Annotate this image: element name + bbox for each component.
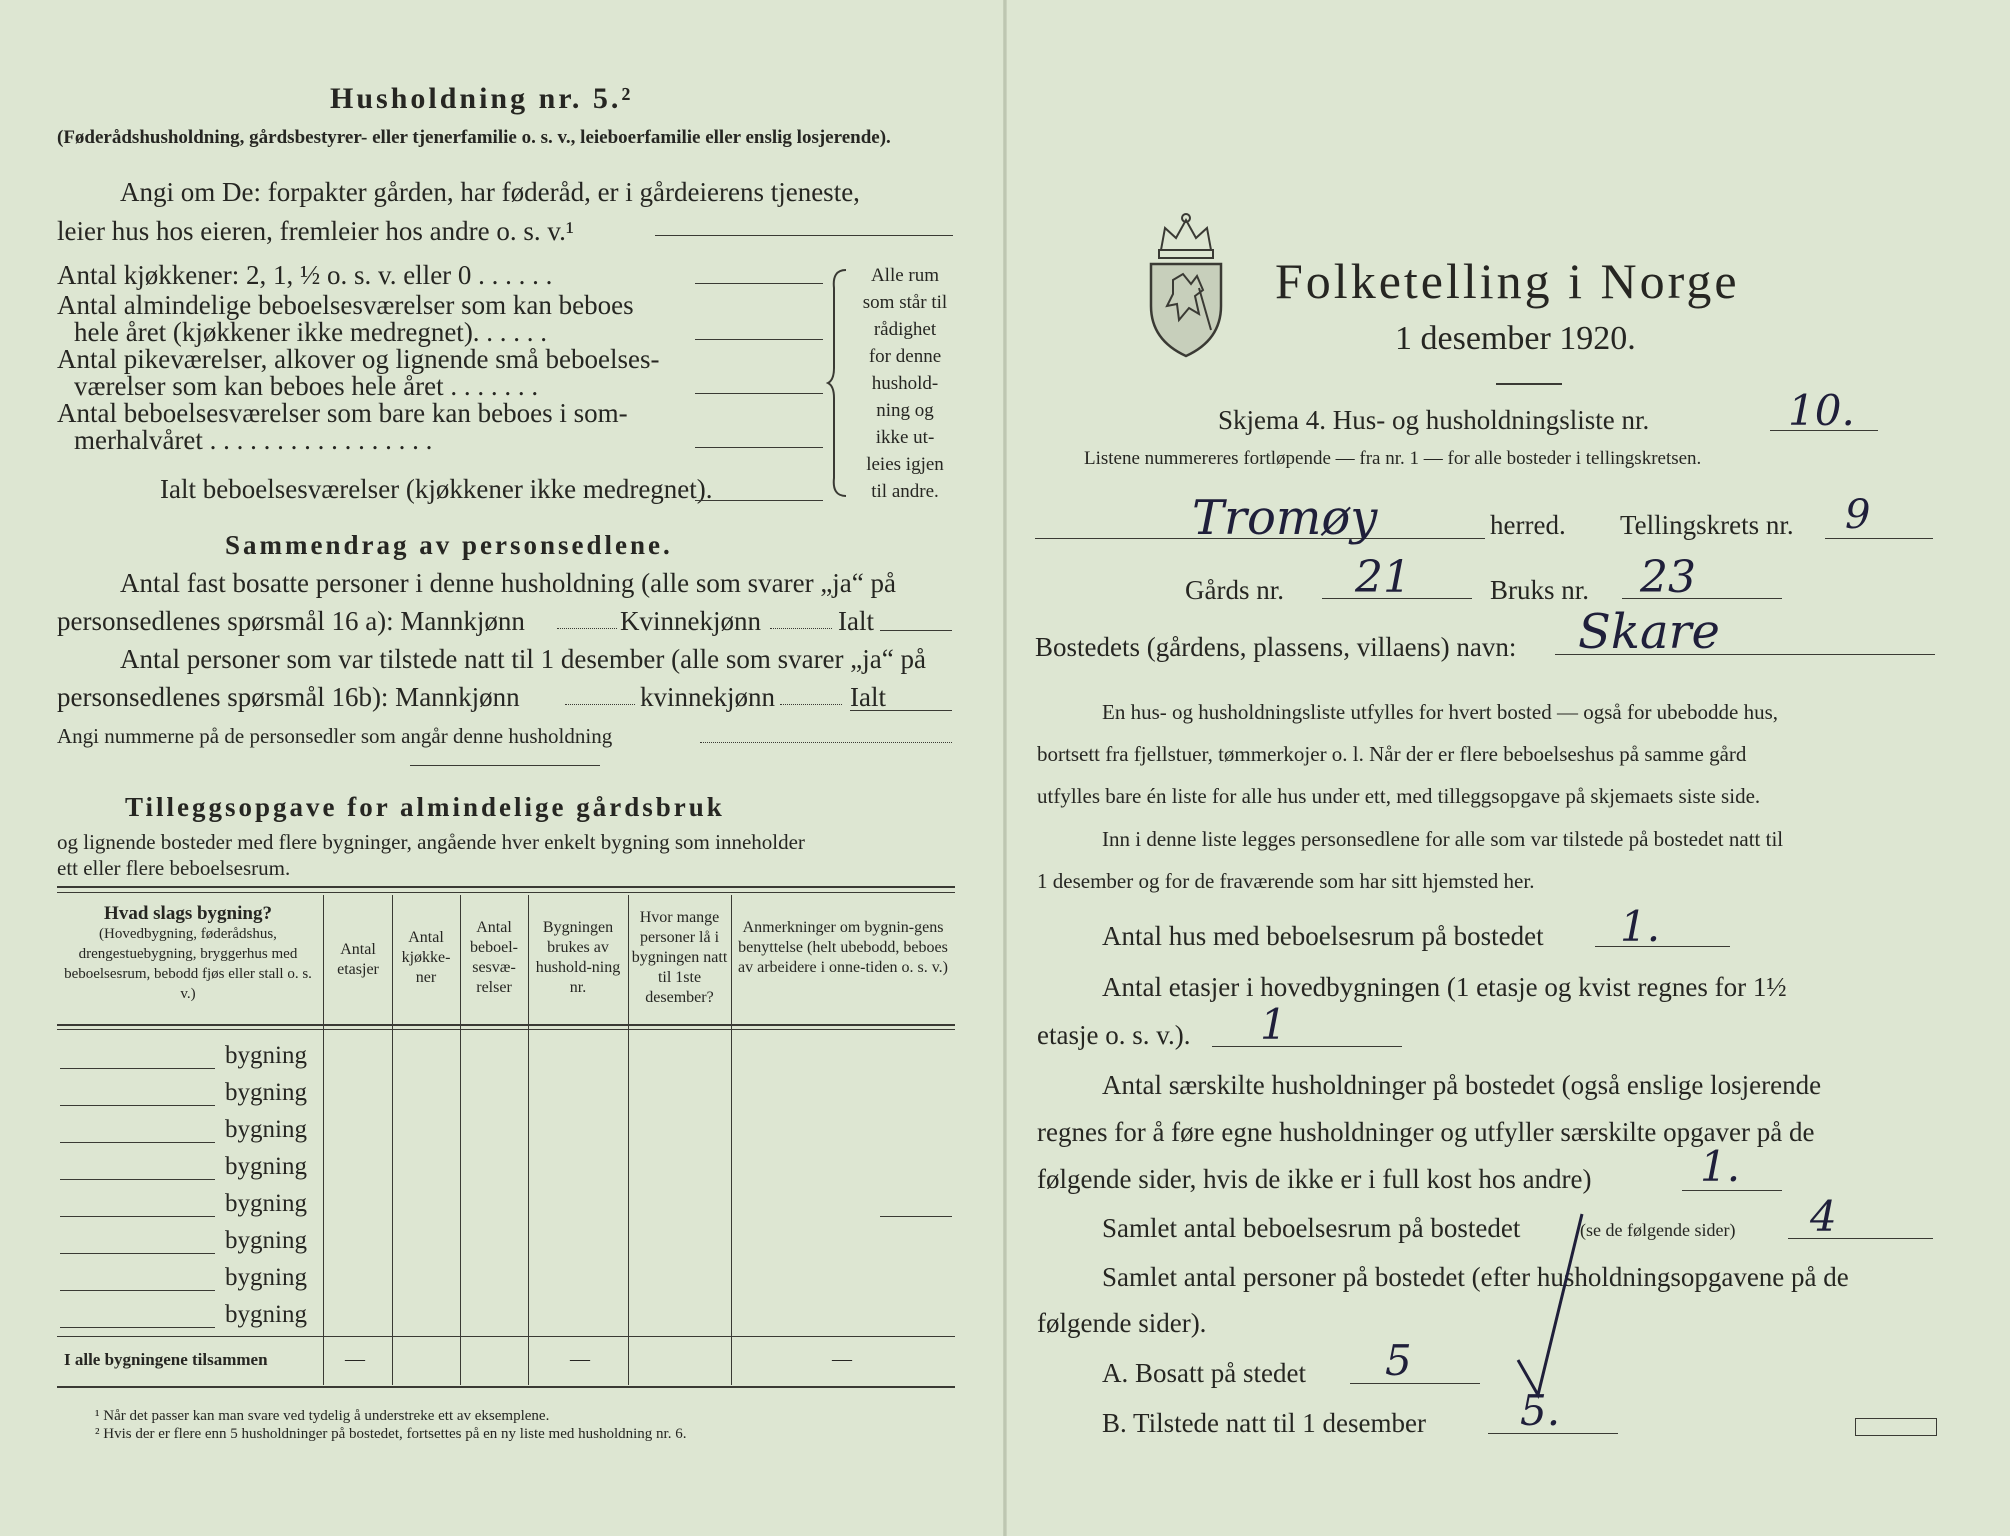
angi-answer-line (655, 235, 953, 236)
total-rooms-label: Ialt beboelsesværelser (kjøkkener ikke medregnet). (160, 474, 713, 504)
para1-line3: utfylles bare én liste for alle hus under ett, med tilleggsopgave på skjemaets siste side. (1037, 784, 1761, 808)
row-fill-line (60, 1253, 215, 1254)
a-label: A. Bosatt på stedet (1102, 1358, 1306, 1388)
bruks-label: Bruks nr. (1490, 575, 1590, 605)
table-rule (57, 1024, 955, 1026)
answer-line (1350, 1383, 1480, 1384)
rum-small-note: (se de følgende sider) (1580, 1220, 1736, 1240)
main-title: Folketelling i Norge (1275, 253, 1740, 309)
answer-line (1825, 538, 1933, 539)
bosted-value[interactable]: Skare (1578, 604, 1720, 660)
answer-line (695, 339, 823, 340)
row-fill-line (60, 1142, 215, 1143)
supp-line1: og lignende bosteder med flere bygninger, angående hver enkelt bygning som inneholder (57, 830, 805, 854)
etasjer-line2: etasje o. s. v.). (1037, 1020, 1191, 1050)
rum-value[interactable]: 4 (1810, 1192, 1837, 1241)
header-building-type-sub: (Hovedbygning, føderådshus, drengestuebygning, bryggerhus med beboelsesrum, bebodd fjøs eller stall o. s. v.) (64, 926, 312, 1002)
answer-line (880, 630, 952, 631)
total-mark-used-by: — (570, 1348, 590, 1370)
answer-line (557, 628, 617, 629)
total-row-label: I alle bygningene tilsammen (64, 1350, 268, 1369)
header-persons: Hvor mange personer lå i bygningen natt til 1ste desember? (631, 909, 728, 1006)
table-rule (57, 1386, 955, 1388)
angi-line1: Angi om De: forpakter gården, har føderåd, er i gårdeierens tjeneste, (120, 177, 860, 207)
summary-line4c: Ialt (850, 682, 886, 712)
summary-line5: Angi nummerne på de personsedler som angår denne husholdning (57, 724, 613, 748)
hush-line1: Antal særskilte husholdninger på bostedet (også enslige losjerende (1102, 1070, 1822, 1100)
supp-title: Tilleggsopgave for almindelige gårdsbruk (125, 792, 725, 822)
header-building-type-title: Hvad slags bygning? (104, 903, 272, 924)
summary-line3: Antal personer som var tilstede natt til 1 desember (alle som svarer „ja“ på (120, 644, 926, 674)
row-label: bygning (225, 1301, 307, 1328)
herred-value[interactable]: Tromøy (1192, 490, 1378, 546)
hush-line3: følgende sider, hvis de ikke er i full kost hos andre) (1037, 1164, 1592, 1194)
schema-number[interactable]: 10. (1788, 386, 1855, 435)
answer-line (695, 500, 823, 501)
bruks-value[interactable]: 23 (1640, 552, 1696, 603)
census-date: 1 desember 1920. (1395, 320, 1636, 357)
supp-line2: ett eller flere beboelsesrum. (57, 856, 291, 880)
answer-line (1212, 1046, 1402, 1047)
gards-label: Gårds nr. (1185, 575, 1284, 605)
brace-note-line: som står til (862, 292, 948, 313)
table-rule (57, 1336, 955, 1337)
total-mark-floors: — (345, 1348, 365, 1370)
rooms-small: Antal pikeværelser, alkover og lignende små beboelses- (57, 344, 660, 374)
household-subtitle: (Føderådshusholdning, gårdsbestyrer- eller tjenerfamilie o. s. v., leieboerfamilie eller enslig losjerende). (57, 127, 891, 148)
header-kitchens: Antal kjøkke-ner (401, 929, 451, 986)
hus-value[interactable]: 1. (1620, 902, 1661, 951)
summary-line2b: Kvinnekjønn (620, 606, 761, 636)
b-label: B. Tilstede natt til 1 desember (1102, 1408, 1426, 1438)
herred-label: herred. (1490, 510, 1566, 540)
answer-line (850, 710, 952, 711)
rooms-small-cont: værelser som kan beboes hele året . . . . . . . (74, 371, 539, 401)
total-mark-remarks: — (832, 1348, 852, 1370)
row-fill-line (60, 1216, 215, 1217)
brace-note-line: hushold- (871, 373, 939, 394)
brace-note-line: ning og (876, 400, 934, 421)
para1-line2: bortsett fra fjellstuer, tømmerkojer o. l. Når der er flere beboelseshus på samme gård (1037, 742, 1747, 766)
a-value[interactable]: 5 (1385, 1336, 1412, 1385)
footnote-1: ¹ Når det passer kan man svare ved tydelig å understreke ett av eksemplene. (95, 1408, 550, 1424)
row-label: bygning (225, 1227, 307, 1254)
etasjer-line1: Antal etasjer i hovedbygningen (1 etasje og kvist regnes for 1½ (1102, 972, 1787, 1002)
rooms-ordinary: Antal almindelige beboelsesværelser som kan beboes (57, 290, 634, 320)
remark-line (880, 1216, 952, 1217)
pers-line1: Samlet antal personer på bostedet (efter husholdningsopgavene på de (1102, 1262, 1849, 1292)
right-page (1010, 0, 2010, 1536)
check-mark-icon (1510, 1210, 1590, 1400)
rum-label: Samlet antal beboelsesrum på bostedet (1102, 1213, 1521, 1243)
answer-line (695, 393, 823, 394)
schema-label: Skjema 4. Hus- og husholdningsliste nr. (1218, 405, 1650, 435)
brace-note-line: rådighet (873, 319, 937, 340)
summary-line4a: personsedlenes spørsmål 16b): Mannkjønn (57, 682, 520, 712)
brace-note-line: til andre. (871, 481, 939, 502)
household-title: Husholdning nr. 5.² (330, 82, 634, 115)
para2-line2: 1 desember og for de fraværende som har sitt hjemsted her. (1037, 869, 1535, 893)
header-used-by: Bygningen brukes av hushold-ning nr. (535, 919, 621, 996)
title-separator (1496, 383, 1562, 385)
para2-line1: Inn i denne liste legges personsedlene for alle som var tilstede på bostedet natt til (1102, 827, 1784, 851)
table-rule (57, 886, 955, 888)
brace-icon (826, 268, 852, 498)
header-remarks: Anmerkninger om bygnin-gens benyttelse (helt ubebodd, beboes av arbeidere i onne-tiden o. s. v.) (738, 919, 948, 976)
header-building-type (57, 904, 319, 1004)
brace-note (850, 262, 960, 505)
pers-line2: følgende sider). (1037, 1308, 1207, 1338)
row-label: bygning (225, 1116, 307, 1143)
page-fold (1003, 0, 1007, 1536)
etasjer-value[interactable]: 1 (1260, 1000, 1287, 1049)
brace-note-line: leies igjen (866, 454, 944, 475)
separator (410, 765, 600, 766)
answer-line (695, 283, 823, 284)
row-label: bygning (225, 1042, 307, 1069)
rooms-kitchens: Antal kjøkkener: 2, 1, ½ o. s. v. eller 0 . . . . . . (57, 260, 553, 290)
rooms-summer-cont: merhalvåret . . . . . . . . . . . . . . . . . (74, 425, 433, 455)
summary-line1: Antal fast bosatte personer i denne husholdning (alle som svarer „ja“ på (120, 568, 896, 598)
angi-line2: leier hus hos eieren, fremleier hos andre o. s. v.¹ (57, 216, 574, 246)
table-col-rule (628, 895, 629, 1385)
krets-value[interactable]: 9 (1845, 492, 1871, 538)
summary-line4b: kvinnekjønn (640, 682, 775, 712)
para1-line1: En hus- og husholdningsliste utfylles for hvert bosted — også for ubebodde hus, (1102, 700, 1778, 724)
hush-value[interactable]: 1. (1700, 1142, 1741, 1191)
numbering-note: Listene nummereres fortløpende — fra nr. 1 — for alle bosteder i tellingskretsen. (1084, 448, 1702, 469)
row-label: bygning (225, 1190, 307, 1217)
summary-title: Sammendrag av personsedlene. (225, 530, 673, 560)
answer-line (1595, 946, 1730, 947)
table-rule (57, 1029, 955, 1030)
row-label: bygning (225, 1153, 307, 1180)
table-col-rule (731, 895, 732, 1385)
brace-note-line: ikke ut- (875, 427, 935, 448)
answer-line (565, 704, 635, 705)
row-fill-line (60, 1105, 215, 1106)
hus-label: Antal hus med beboelsesrum på bostedet (1102, 921, 1544, 951)
header-rooms: Antal beboel-sesvæ-relser (470, 919, 518, 996)
footnote-2: ² Hvis der er flere enn 5 husholdninger på bostedet, fortsettes på en ny liste med husholdning nr. 6. (95, 1426, 687, 1442)
row-fill-line (60, 1290, 215, 1291)
rooms-ordinary-cont: hele året (kjøkkener ikke medregnet). . . . . . (74, 317, 548, 347)
left-page (0, 0, 1000, 1536)
row-label: bygning (225, 1079, 307, 1106)
answer-line (780, 704, 842, 705)
row-fill-line (60, 1327, 215, 1328)
printer-stamp (1855, 1418, 1937, 1436)
row-fill-line (60, 1179, 215, 1180)
table-col-rule (323, 895, 324, 1385)
table-rule (57, 892, 955, 893)
brace-note-line: Alle rum (870, 265, 940, 286)
table-col-rule (528, 895, 529, 1385)
brace-note-line: for denne (868, 346, 942, 367)
bosted-label: Bostedets (gårdens, plassens, villaens) navn: (1035, 632, 1517, 662)
table-col-rule (460, 895, 461, 1385)
answer-line (770, 628, 832, 629)
answer-line (695, 447, 823, 448)
row-label: bygning (225, 1264, 307, 1291)
summary-line2c: Ialt (838, 606, 874, 636)
b-value[interactable]: 5. (1520, 1386, 1561, 1435)
summary-line2a: personsedlenes spørsmål 16 a): Mannkjønn (57, 606, 525, 636)
answer-line (700, 742, 952, 743)
krets-label: Tellingskrets nr. (1620, 510, 1794, 540)
table-col-rule (392, 895, 393, 1385)
hush-line2: regnes for å føre egne husholdninger og utfyller særskilte opgaver på de (1037, 1117, 1815, 1147)
coat-of-arms-icon (1145, 210, 1227, 358)
gards-value[interactable]: 21 (1355, 552, 1411, 603)
header-floors: Antal etasjer (337, 941, 379, 978)
row-fill-line (60, 1068, 215, 1069)
rooms-summer: Antal beboelsesværelser som bare kan beboes i som- (57, 398, 628, 428)
